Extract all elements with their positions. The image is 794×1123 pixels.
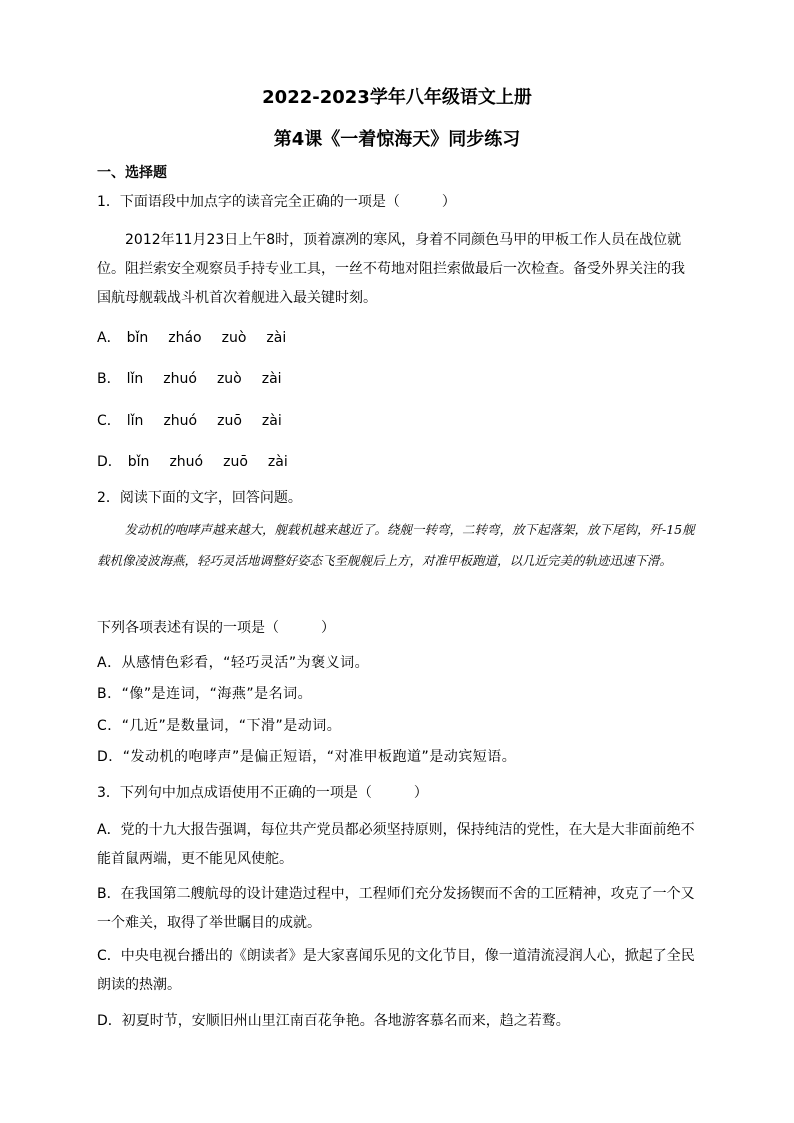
q1-option-a: A． bǐn zháo zuò zài (97, 330, 287, 346)
q3-stem: 3．下列句中加点成语使用不正确的一项是（ ） (97, 785, 428, 801)
q2-option-a: A．从感情色彩看，“轻巧灵活”为褒义词。 (97, 655, 370, 671)
q3-option-c: C．中央电视台播出的《朗读者》是大家喜闻乐见的文化节目，像一道清流浸润人心，掀起了全民朗读的热潮。 (97, 948, 695, 993)
q2-option-c: C．“几近”是数量词，“下滑”是动词。 (97, 718, 342, 734)
q1-option-b: B． lǐn zhuó zuò zài (97, 371, 282, 387)
option-label: D． (97, 454, 122, 470)
option-label: A． (97, 330, 121, 346)
q1-stem: 1．下面语段中加点字的读音完全正确的一项是（ ） (97, 194, 456, 210)
q1-option-d: D． bǐn zhuó zuō zài (97, 454, 288, 470)
document-title-line2: 第4课《一着惊海天》同步练习 (273, 129, 521, 150)
q3-option-b: B．在我国第二艘航母的设计建造过程中，工程师们充分发扬锲而不舍的工匠精神，攻克了一个又一个难关，取得了举世瞩目的成就。 (97, 886, 695, 931)
document-title-line1: 2022-2023学年八年级语文上册 (262, 87, 532, 108)
q1-option-c: C． lǐn zhuó zuō zài (97, 413, 282, 429)
section-heading: 一、选择题 (97, 165, 167, 181)
q2-option-b: B．“像”是连词，“海燕”是名词。 (97, 686, 313, 702)
q2-passage: 发动机的咆哮声越来越大，舰载机越来越近了。绕舰一转弯，二转弯，放下起落架，放下尾钩，歼-15舰载机像凌波海燕，轻巧灵活地调整好姿态飞至舰舰后上方，对准甲板跑道，以几近完美的轨迹迅速下滑。 (97, 522, 695, 568)
option-label: B． (97, 371, 121, 387)
q1-passage-text: 2012年11月23日上午8时，顶着凛冽的寒风，身着不同颜色马甲的甲板工作人员在战位就位。阻拦索安全观察员手持专业工具，一丝不苟地对阻拦索做最后一次检查。备受外界关注的我国航母舰载战斗机首次着舰进入最关键时刻。 (97, 232, 685, 306)
q3-option-a: A．党的十九大报告强调，每位共产党员都必须坚持原则，保持纯洁的党性，在大是大非面前绝不能首鼠两端，更不能见风使舵。 (97, 822, 695, 867)
option-label: C． (97, 413, 121, 429)
q1-passage (97, 226, 697, 313)
q2-question: 下列各项表述有误的一项是（ ） (97, 620, 335, 636)
q2-stem: 2．阅读下面的文字，回答问题。 (97, 490, 302, 506)
q3-option-d: D．初夏时节，安顺旧州山里江南百花争艳。各地游客慕名而来，趋之若鹜。 (97, 1013, 570, 1029)
q2-option-d: D．“发动机的咆哮声”是偏正短语，“对准甲板跑道”是动宾短语。 (97, 749, 517, 765)
